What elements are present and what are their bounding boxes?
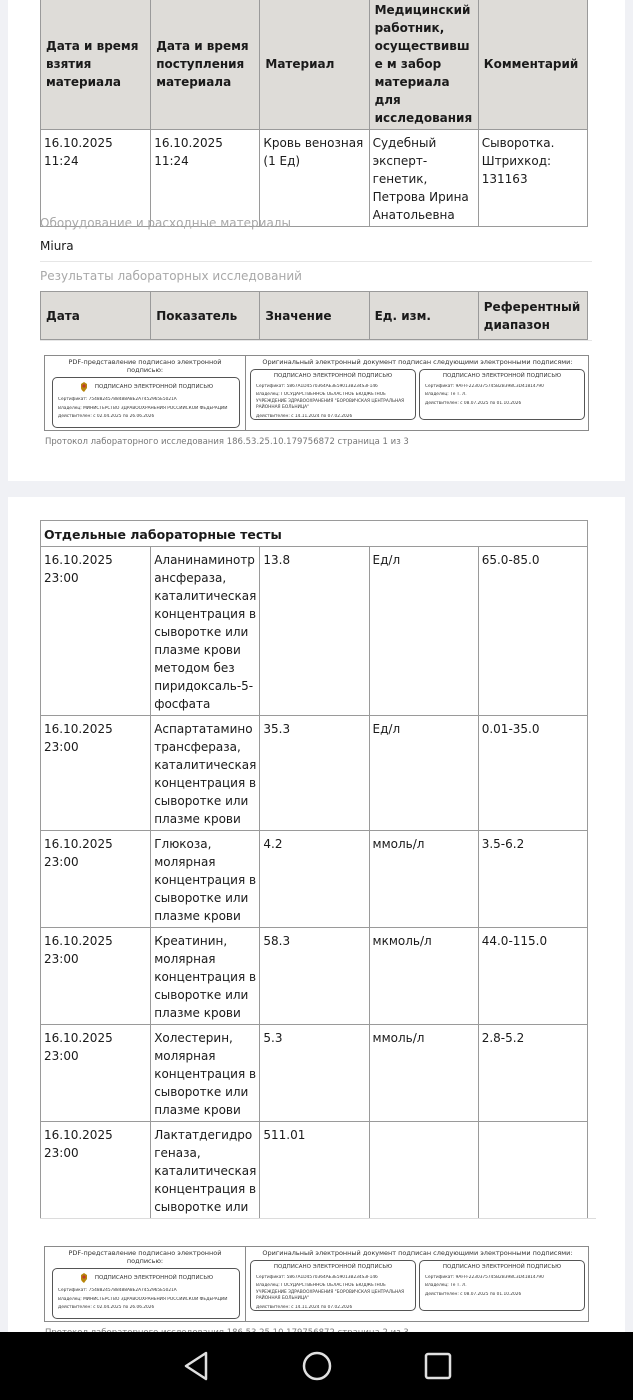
certificate: Сертификат: 5867A1D4570364AE3E59013B234S3F146 bbox=[256, 1274, 378, 1280]
test-range: 65.0-85.0 bbox=[478, 547, 587, 716]
back-icon bbox=[182, 1350, 210, 1382]
signature-block bbox=[44, 1246, 589, 1322]
test-value: 5.3 bbox=[260, 1025, 369, 1122]
test-indicator: Холестерин, молярная концентрация в сыворотке или плазме крови bbox=[151, 1025, 260, 1122]
signature-stamp bbox=[419, 369, 585, 420]
header-value: Значение bbox=[260, 292, 369, 340]
specimen-header-row bbox=[41, 0, 588, 130]
home-icon bbox=[301, 1350, 333, 1382]
test-date: 16.10.2025 23:00 bbox=[41, 716, 151, 831]
test-indicator: Креатинин, молярная концентрация в сыворотке или плазме крови bbox=[151, 928, 260, 1025]
results-header-row bbox=[41, 292, 588, 340]
header-unit: Ед. изм. bbox=[369, 292, 478, 340]
original-signature-title: Оригинальный электронный документ подписан следующими электронными подписями: bbox=[262, 1249, 573, 1257]
test-unit: ммоль/л bbox=[369, 1025, 478, 1122]
divider bbox=[40, 1218, 596, 1219]
home-button[interactable] bbox=[297, 1346, 337, 1386]
original-signature-section bbox=[246, 356, 589, 430]
comment: Сыворотка. Штрихкод: 131163 bbox=[478, 130, 587, 227]
document-page-2 bbox=[8, 497, 625, 1332]
pdf-signature-title: PDF-представление подписано электронной подписью: bbox=[68, 1249, 222, 1265]
test-range: 2.8-5.2 bbox=[478, 1025, 587, 1122]
owner: Владелец: ГОСУДАРСТВЕННОЕ ОБЛАСТНОЕ БЮДЖЕТНОЕ УЧРЕЖДЕНИЕ ЗДРАВООХРАНЕНИЯ "БОРОВИЧСКАЯ ЦЕНТРАЛЬНАЯ РАЙОННАЯ БОЛЬНИЦА" bbox=[256, 1283, 405, 1301]
document-page-1 bbox=[8, 0, 625, 481]
header-indicator: Показатель bbox=[151, 292, 260, 340]
header-reference-range: Референтный диапазон bbox=[478, 292, 587, 340]
certificate: Сертификат: 75488245788488A8E2A7452965E5021A bbox=[58, 1288, 177, 1293]
test-indicator: Аланинаминотрансфераза, каталитическая концентрация в сыворотке или плазме крови методом без пиридоксаль-5-фосфата bbox=[151, 547, 260, 716]
test-unit: Ед/л bbox=[369, 716, 478, 831]
receipt-datetime: 16.10.2025 11:24 bbox=[151, 130, 260, 227]
signature-stamp bbox=[52, 1268, 240, 1319]
back-button[interactable] bbox=[176, 1346, 216, 1386]
lab-tests-table bbox=[40, 520, 588, 1219]
signature-stamp bbox=[250, 1260, 416, 1311]
material: Кровь венозная (1 Ед) bbox=[260, 130, 369, 227]
divider bbox=[40, 261, 592, 262]
test-value: 4.2 bbox=[260, 831, 369, 928]
table-row bbox=[41, 547, 588, 716]
table-row bbox=[41, 928, 588, 1025]
header-comment: Комментарий bbox=[478, 0, 587, 130]
test-value: 511.01 bbox=[260, 1122, 369, 1219]
stamp-header: ПОДПИСАНО ЭЛЕКТРОННОЙ ПОДПИСЬЮ bbox=[273, 1264, 393, 1270]
test-date: 16.10.2025 23:00 bbox=[41, 1025, 151, 1122]
certificate: Сертификат: 75488245788488A8E2A7452965E5021A bbox=[58, 397, 177, 402]
stamp-header: ПОДПИСАНО ЭЛЕКТРОННОЙ ПОДПИСЬЮ bbox=[442, 1264, 562, 1270]
stamp-header: ПОДПИСАНО ЭЛЕКТРОННОЙ ПОДПИСЬЮ bbox=[94, 1274, 214, 1281]
original-signature-title: Оригинальный электронный документ подписан следующими электронными подписями: bbox=[262, 358, 573, 366]
stamp-header: ПОДПИСАНО ЭЛЕКТРОННОЙ ПОДПИСЬЮ bbox=[273, 373, 393, 379]
table-row bbox=[41, 831, 588, 928]
group-header-row bbox=[41, 521, 588, 547]
signature-stamp bbox=[419, 1260, 585, 1311]
validity: Действителен: с 08.07.2025 по 01.10.2026 bbox=[425, 1291, 522, 1297]
test-indicator: Глюкоза, молярная концентрация в сыворотке или плазме крови bbox=[151, 831, 260, 928]
test-value: 13.8 bbox=[260, 547, 369, 716]
specimen-table bbox=[40, 0, 588, 227]
system-navigation-bar bbox=[0, 1332, 633, 1400]
signature-stamp bbox=[52, 377, 240, 428]
equipment-label: Оборудование и расходные материалы bbox=[40, 216, 291, 230]
equipment-value: Miura bbox=[40, 239, 74, 253]
certificate: Сертификат: 9AFFF2230375745B2B398C3D41814790 bbox=[425, 383, 544, 389]
collection-datetime: 16.10.2025 11:24 bbox=[41, 130, 151, 227]
divider bbox=[40, 340, 592, 341]
test-value: 35.3 bbox=[260, 716, 369, 831]
test-date: 16.10.2025 23:00 bbox=[41, 1122, 151, 1219]
original-signature-section bbox=[246, 1247, 589, 1321]
test-unit: ммоль/л bbox=[369, 831, 478, 928]
test-range bbox=[478, 1122, 587, 1219]
results-table bbox=[40, 291, 588, 340]
table-row bbox=[41, 716, 588, 831]
validity: Действителен: с 08.07.2025 по 01.10.2026 bbox=[425, 400, 522, 406]
header-medical-worker: Медицинский работник, осуществивше м забор материала для исследования bbox=[369, 0, 478, 130]
test-indicator: Лактатдегидрогеназа, каталитическая концентрация в сыворотке или bbox=[151, 1122, 260, 1219]
recents-button[interactable] bbox=[418, 1346, 458, 1386]
validity: Действителен: с 02.04.2025 по 26.06.2026 bbox=[58, 414, 155, 419]
header-date: Дата bbox=[41, 292, 151, 340]
certificate: Сертификат: 9AFFF2230375745B2B398C3D41814790 bbox=[425, 1274, 544, 1280]
validity: Действителен: с 14.11.2024 по 07.02.2026 bbox=[256, 1304, 353, 1310]
test-date: 16.10.2025 23:00 bbox=[41, 928, 151, 1025]
test-value: 58.3 bbox=[260, 928, 369, 1025]
header-material: Материал bbox=[260, 0, 369, 130]
validity: Действителен: с 02.04.2025 по 26.06.2026 bbox=[58, 1305, 155, 1310]
test-unit: Ед/л bbox=[369, 547, 478, 716]
test-range: 3.5-6.2 bbox=[478, 831, 587, 928]
test-unit: мкмоль/л bbox=[369, 928, 478, 1025]
coat-of-arms-icon bbox=[79, 1272, 89, 1284]
stamp-header: ПОДПИСАНО ЭЛЕКТРОННОЙ ПОДПИСЬЮ bbox=[94, 383, 214, 390]
header-collection-datetime: Дата и время взятия материала bbox=[41, 0, 151, 130]
pdf-signature-section bbox=[45, 356, 246, 430]
test-range: 0.01-35.0 bbox=[478, 716, 587, 831]
medical-worker: Судебный эксперт-генетик, Петрова Ирина Анатольевна bbox=[369, 130, 478, 227]
test-indicator: Аспартатаминотрансфераза, каталитическая концентрация в сыворотке или плазме крови bbox=[151, 716, 260, 831]
header-receipt-datetime: Дата и время поступления материала bbox=[151, 0, 260, 130]
signature-block bbox=[44, 355, 589, 431]
pdf-signature-section bbox=[45, 1247, 246, 1321]
recents-icon bbox=[424, 1352, 452, 1380]
signature-stamp bbox=[250, 369, 416, 420]
table-row bbox=[41, 1122, 588, 1219]
pdf-signature-title: PDF-представление подписано электронной подписью: bbox=[68, 358, 222, 374]
table-row bbox=[41, 130, 588, 227]
test-date: 16.10.2025 23:00 bbox=[41, 831, 151, 928]
page-footer: Протокол лабораторного исследования 186.53.25.10.179756872 страница 1 из 3 bbox=[45, 437, 409, 447]
coat-of-arms-icon bbox=[79, 381, 89, 393]
group-title: Отдельные лабораторные тесты bbox=[41, 521, 588, 547]
owner: Владелец: Те Т. Л. bbox=[425, 1283, 467, 1288]
owner: Владелец: МИНИСТЕРСТВО ЗДРАВООХРАНЕНИЯ РОССИЙСКОЙ ФЕДЕРАЦИИ bbox=[58, 1296, 228, 1302]
certificate: Сертификат: 5867A1D4570364AE3E59013B234S3F146 bbox=[256, 383, 378, 389]
test-date: 16.10.2025 23:00 bbox=[41, 547, 151, 716]
stamp-header: ПОДПИСАНО ЭЛЕКТРОННОЙ ПОДПИСЬЮ bbox=[442, 373, 562, 379]
test-range: 44.0-115.0 bbox=[478, 928, 587, 1025]
owner: Владелец: ГОСУДАРСТВЕННОЕ ОБЛАСТНОЕ БЮДЖЕТНОЕ УЧРЕЖДЕНИЕ ЗДРАВООХРАНЕНИЯ "БОРОВИЧСКАЯ ЦЕНТРАЛЬНАЯ РАЙОННАЯ БОЛЬНИЦА" bbox=[256, 392, 405, 410]
owner: Владелец: МИНИСТЕРСТВО ЗДРАВООХРАНЕНИЯ РОССИЙСКОЙ ФЕДЕРАЦИИ bbox=[58, 405, 228, 411]
results-label: Результаты лабораторных исследований bbox=[40, 269, 302, 283]
table-row bbox=[41, 1025, 588, 1122]
validity: Действителен: с 14.11.2024 по 07.02.2026 bbox=[256, 413, 353, 419]
test-unit bbox=[369, 1122, 478, 1219]
owner: Владелец: Те Т. Л. bbox=[425, 392, 467, 397]
